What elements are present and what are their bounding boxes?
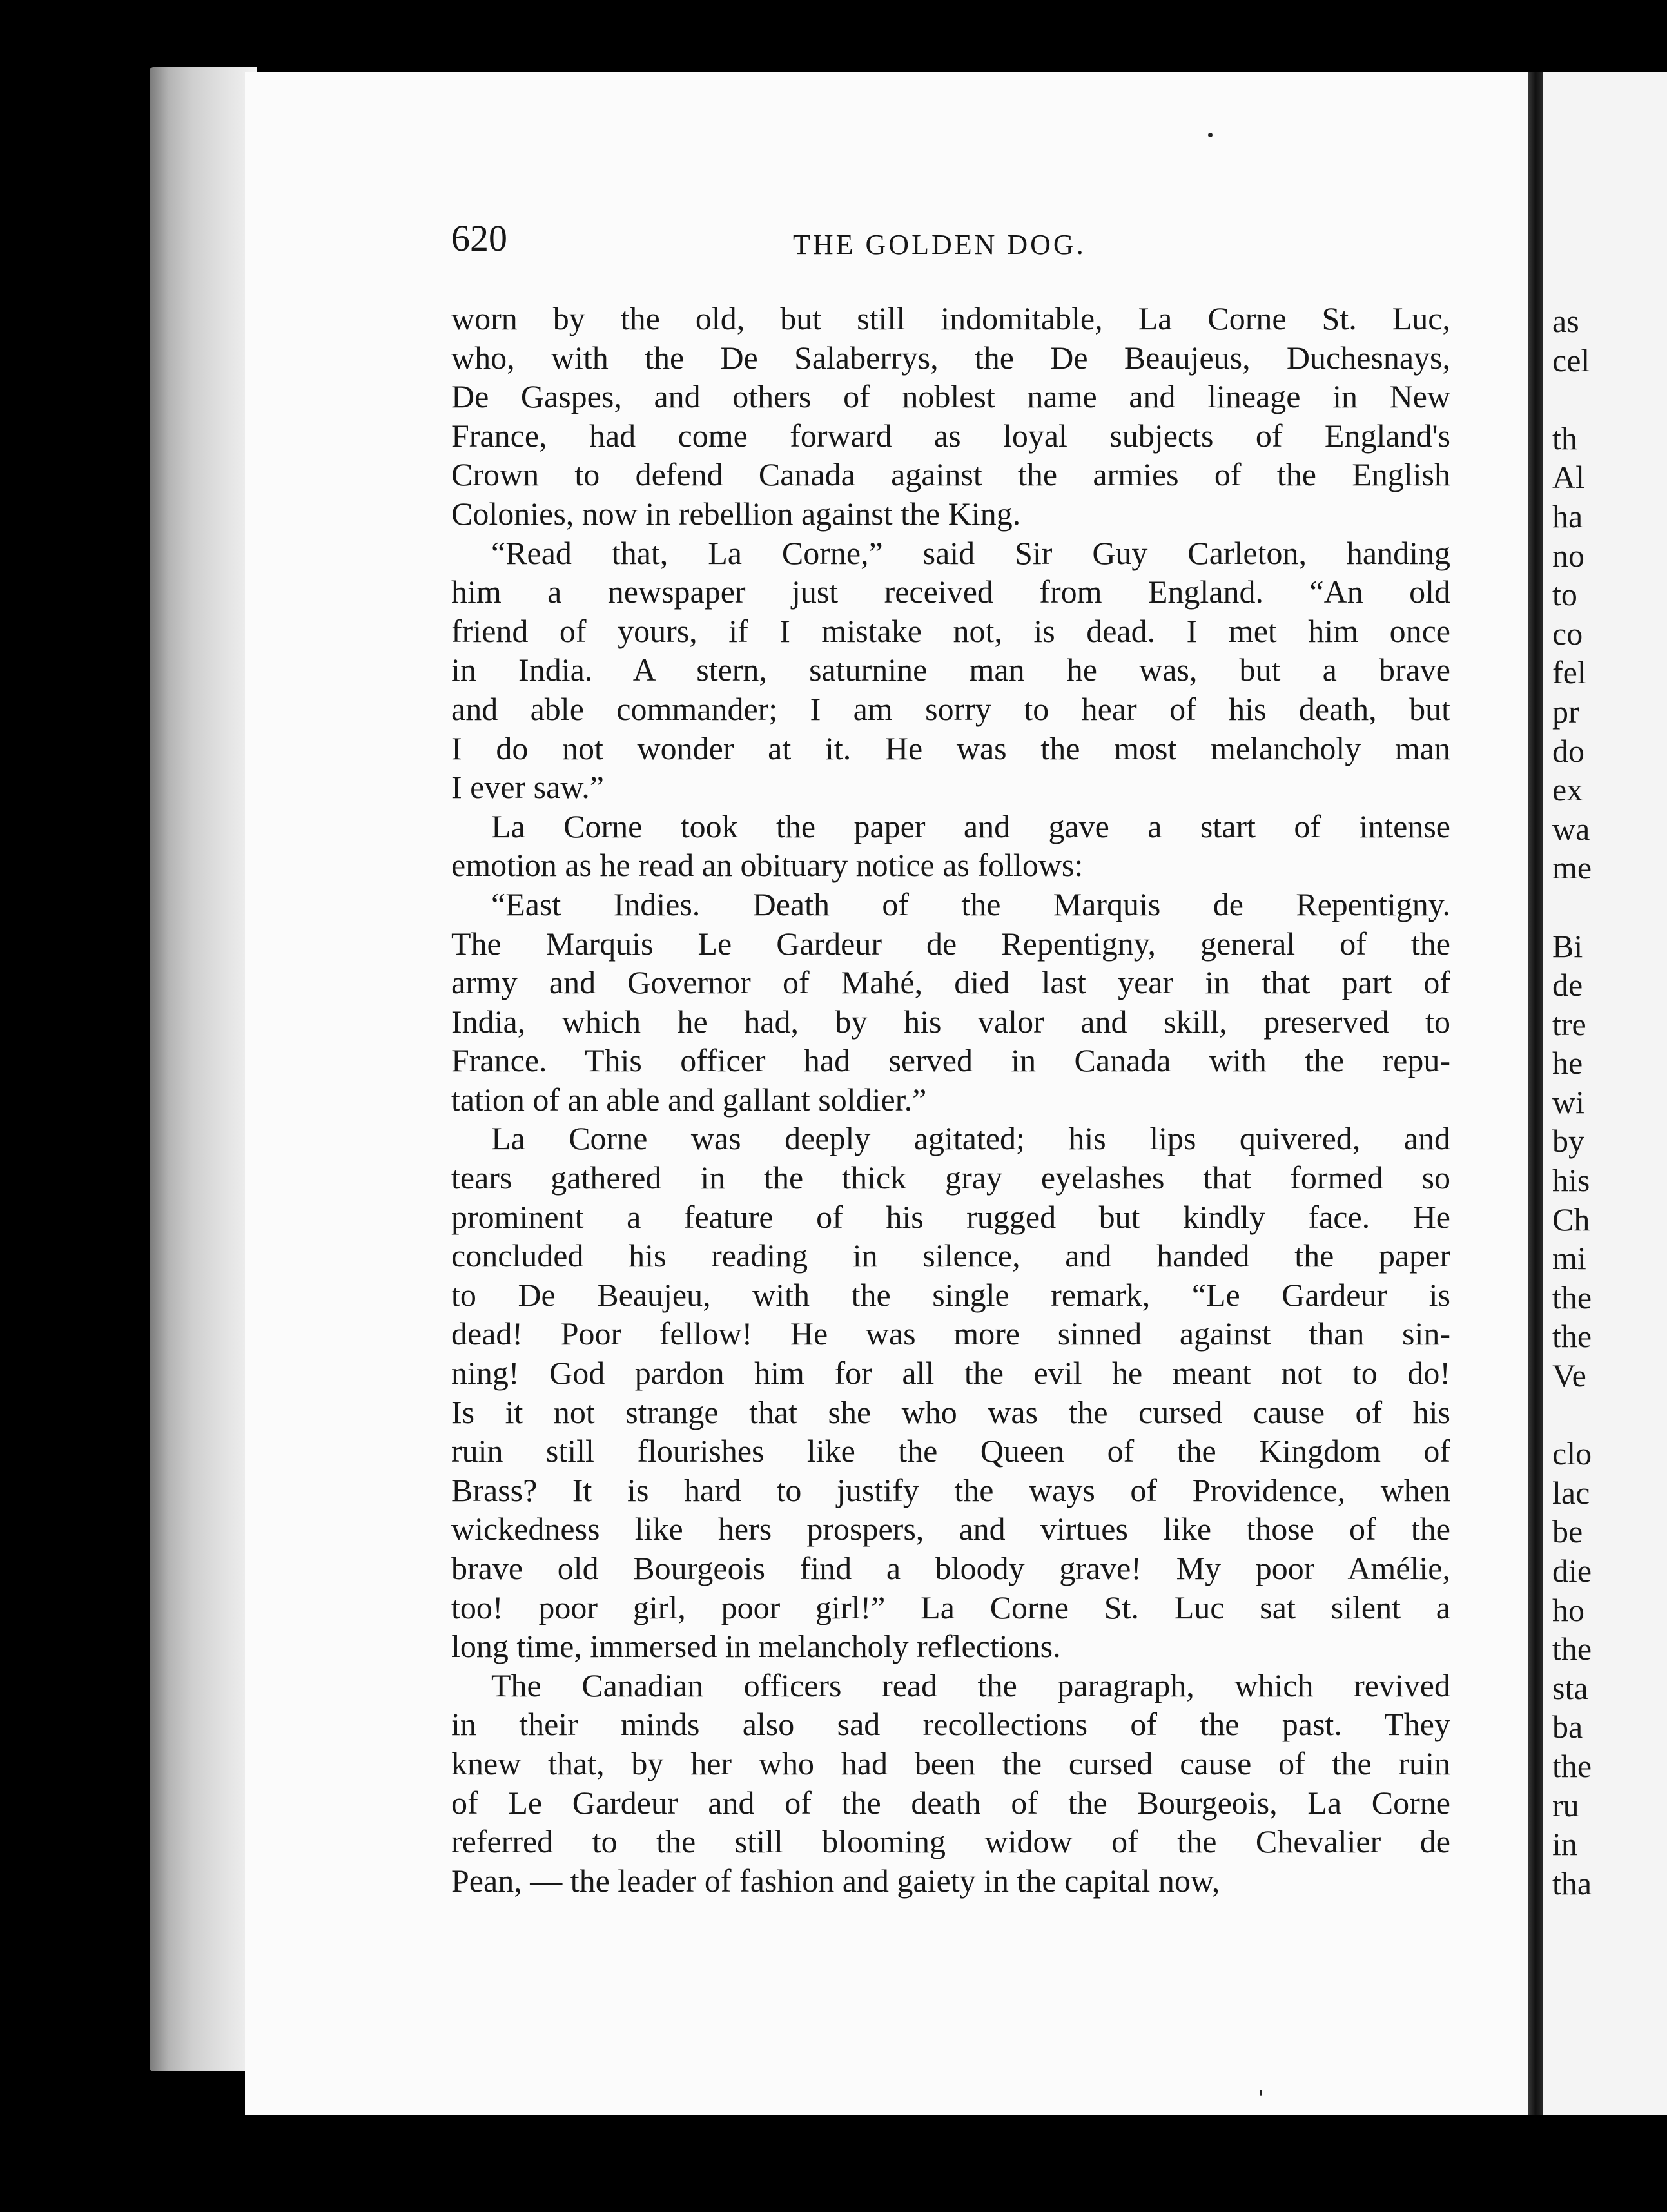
text-line: in India. A stern, saturnine man he was, but a brave (451, 652, 1450, 688)
text-fragment: lac (1552, 1474, 1590, 1511)
text-fragment: me (1552, 849, 1592, 886)
text-fragment: ha (1552, 498, 1583, 534)
text-line: who, with the De Salaberrys, the De Beaujeus, Duchesnays, (451, 339, 1450, 376)
text-line: De Gaspes, and others of noblest name and lineage in New (451, 378, 1450, 415)
page-number: 620 (451, 217, 507, 259)
text-line: emotion as he read an obituary notice as follows: (451, 847, 1084, 884)
text-line: ning! God pardon him for all the evil he meant not to do! (451, 1355, 1450, 1392)
text-fragment: Bi (1552, 927, 1583, 964)
text-line: of Le Gardeur and of the death of the Bourgeois, La Corne (451, 1784, 1450, 1821)
text-line: France. This officer had served in Canada with the repu- (451, 1042, 1450, 1079)
text-line: Pean, — the leader of fashion and gaiety in the capital now, (451, 1862, 1220, 1899)
text-fragment: in (1552, 1826, 1577, 1863)
text-fragment: to (1552, 576, 1577, 613)
right-page-text (1552, 302, 1667, 1903)
text-fragment: ex (1552, 771, 1583, 808)
text-fragment: clo (1552, 1435, 1592, 1472)
text-fragment: Al (1552, 459, 1584, 496)
text-fragment: he (1552, 1045, 1583, 1082)
text-line: knew that, by her who had been the cursed cause of the ruin (451, 1745, 1450, 1781)
page-header (451, 217, 1450, 268)
text-fragment: die (1552, 1553, 1592, 1589)
paragraph-gap (1552, 1395, 1667, 1435)
text-line: Colonies, now in rebellion against the King. (451, 495, 1021, 532)
text-fragment: de (1552, 967, 1583, 1004)
paragraph-gap (1552, 888, 1667, 927)
text-fragment: the (1552, 1747, 1592, 1784)
text-line: worn by the old, but still indomitable, La Corne St. Luc, (451, 300, 1450, 336)
text-fragment: sta (1552, 1669, 1588, 1706)
scan-speck (1260, 2090, 1262, 2096)
text-line: Crown to defend Canada against the armies of the English (451, 456, 1450, 493)
text-line: tation of an able and gallant soldier.” (451, 1081, 927, 1118)
text-fragment: Ch (1552, 1201, 1590, 1237)
text-line: prominent a feature of his rugged but kindly face. He (451, 1198, 1450, 1235)
text-line: La Corne was deeply agitated; his lips quivered, and (491, 1120, 1450, 1157)
text-fragment: by (1552, 1123, 1584, 1159)
text-line: referred to the still blooming widow of the Chevalier de (451, 1823, 1450, 1860)
text-line: Is it not strange that she who was the cursed cause of his (451, 1393, 1450, 1430)
text-line: long time, immersed in melancholy reflections. (451, 1628, 1061, 1665)
text-line: army and Governor of Mahé, died last year in that part of (451, 964, 1450, 1001)
text-fragment: no (1552, 537, 1584, 574)
text-line: “Read that, La Corne,” said Sir Guy Carleton, handing (491, 534, 1450, 571)
text-fragment: mi (1552, 1240, 1586, 1277)
text-line: France, had come forward as loyal subjects of England's (451, 417, 1450, 454)
text-line: too! poor girl, poor girl!” La Corne St. Luc sat silent a (451, 1589, 1450, 1625)
text-fragment: ba (1552, 1709, 1583, 1745)
text-fragment: tha (1552, 1865, 1592, 1901)
text-fragment: Ve (1552, 1357, 1586, 1394)
text-fragment: wi (1552, 1083, 1584, 1120)
right-page (1543, 72, 1667, 2115)
scan-speck (1208, 133, 1213, 137)
text-fragment: ho (1552, 1591, 1584, 1628)
text-line: The Marquis Le Gardeur de Repentigny, general of the (451, 925, 1450, 962)
text-line: him a newspaper just received from England. “An old (451, 574, 1450, 610)
text-fragment: tre (1552, 1005, 1586, 1042)
text-fragment: co (1552, 615, 1583, 652)
book-gutter (1528, 72, 1543, 2115)
text-fragment: the (1552, 1631, 1592, 1667)
text-fragment: do (1552, 732, 1584, 769)
body-text (451, 299, 1450, 1900)
text-fragment: fel (1552, 654, 1586, 691)
text-line: I do not wonder at it. He was the most melancholy man (451, 730, 1450, 766)
text-line: to De Beaujeu, with the single remark, “Le Gardeur is (451, 1276, 1450, 1313)
text-line: India, which he had, by his valor and skill, preserved to (451, 1003, 1450, 1040)
text-line: friend of yours, if I mistake not, is dead. I met him once (451, 612, 1450, 649)
text-fragment: ru (1552, 1787, 1579, 1823)
text-line: I ever saw.” (451, 769, 604, 806)
text-fragment: wa (1552, 810, 1590, 847)
text-line: and able commander; I am sorry to hear of his death, but (451, 690, 1450, 727)
text-line: ruin still flourishes like the Queen of the Kingdom of (451, 1433, 1450, 1470)
paragraph-gap (1552, 380, 1667, 419)
text-fragment: the (1552, 1318, 1592, 1355)
book-page-edges (150, 67, 257, 2071)
text-fragment: his (1552, 1162, 1590, 1199)
text-line: tears gathered in the thick gray eyelashes that formed so (451, 1159, 1450, 1196)
text-fragment: the (1552, 1279, 1592, 1315)
text-fragment: cel (1552, 342, 1590, 378)
text-line: dead! Poor fellow! He was more sinned against than sin- (451, 1315, 1450, 1352)
text-fragment: be (1552, 1513, 1583, 1550)
text-line: Brass? It is hard to justify the ways of Providence, when (451, 1471, 1450, 1508)
text-line: wickedness like hers prospers, and virtues like those of the (451, 1511, 1450, 1547)
text-line: in their minds also sad recollections of the past. They (451, 1706, 1450, 1743)
running-title: THE GOLDEN DOG. (793, 229, 1086, 260)
text-line: brave old Bourgeois find a bloody grave! My poor Amélie, (451, 1550, 1450, 1586)
text-line: The Canadian officers read the paragraph, which revived (491, 1667, 1450, 1703)
text-line: La Corne took the paper and gave a start of intense (491, 808, 1450, 844)
text-fragment: as (1552, 303, 1579, 339)
text-line: concluded his reading in silence, and handed the paper (451, 1237, 1450, 1274)
text-fragment: pr (1552, 693, 1579, 730)
text-line: “East Indies. Death of the Marquis de Repentigny. (491, 886, 1450, 922)
text-fragment: th (1552, 420, 1577, 456)
